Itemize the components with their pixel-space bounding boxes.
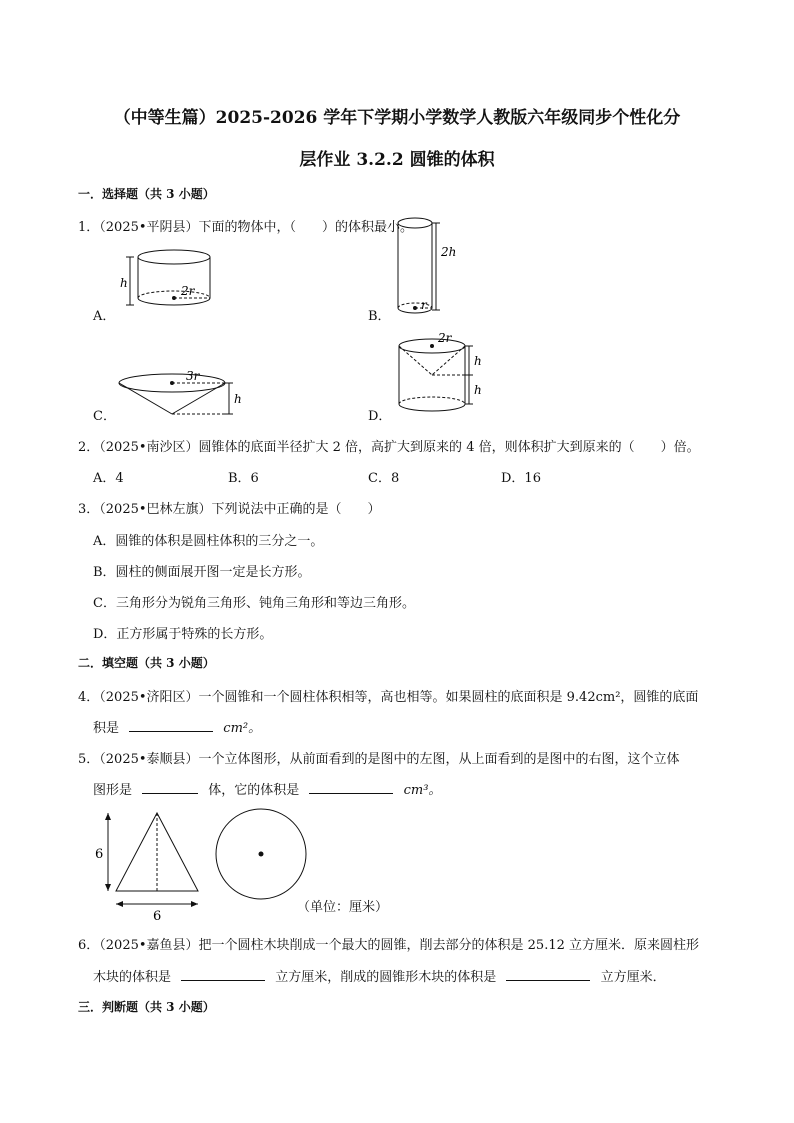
title-line-2: 层作业 3.2.2 圆锥的体积 [299, 150, 495, 170]
q2-option-d[interactable]: D．16 [501, 471, 541, 486]
q1-c-h-label: h [234, 392, 242, 406]
question-6-line-1: 6．（2025•嘉鱼县）把一个圆柱木块削成一个最大的圆锥，削去部分的体积是 25.12 立方厘米．原来圆柱形 [78, 938, 700, 953]
q1-option-b[interactable]: B． [368, 309, 391, 324]
q3-option-d[interactable]: D．正方形属于特殊的长方形。 [93, 627, 273, 642]
q1-option-d[interactable]: D． [368, 409, 392, 424]
q5-height-label: 6 [95, 847, 104, 862]
q6-text-a: 木块的体积是 [93, 970, 172, 985]
q1-d-h2-label: h [474, 383, 482, 397]
q2-option-b[interactable]: B．6 [228, 471, 259, 486]
q5-unit-note: （单位：厘米） [297, 900, 389, 915]
question-5-line-1: 5．（2025•泰顺县）一个立体图形，从前面看到的是图中的左图，从上面看到的是图中的右图，这个立体 [78, 752, 680, 767]
q1-d-h1-label: h [474, 354, 482, 368]
question-1: 1．（2025•平阴县）下面的物体中，（ ）的体积最小。 [78, 220, 414, 235]
q5-text-b: 体，它的体积是 [208, 783, 300, 798]
q2-option-a[interactable]: A．4 [93, 471, 124, 486]
question-2: 2．（2025•南沙区）圆锥体的底面半径扩大 2 倍，高扩大到原来的 4 倍，则体积扩大到原来的（ ）倍。 [78, 440, 700, 455]
q6-text-c: 立方厘米． [600, 970, 666, 985]
q3-option-b[interactable]: B．圆柱的侧面展开图一定是长方形。 [93, 565, 311, 580]
question-4-line-2 [93, 717, 261, 736]
q1-figure-d-cylinder-cone [392, 330, 492, 420]
question-5-line-2 [93, 779, 441, 798]
q1-figure-c-cone [112, 362, 257, 422]
q5-width-label: 6 [153, 909, 162, 923]
q1-a-h-label: h [120, 276, 128, 290]
q1-d-r-label: 2r [438, 331, 452, 345]
q6-text-b: 立方厘米，削成的圆锥形木块的体积是 [275, 970, 497, 985]
q1-b-r-label: r [421, 298, 427, 312]
q1-b-h-label: 2h [441, 245, 457, 259]
q5-text-a: 图形是 [93, 783, 133, 798]
section-judge-heading: 三．判断题（共 3 小题） [78, 1000, 215, 1014]
q4-text-pre: 积是 [93, 721, 120, 736]
q5-text-c: cm³。 [403, 783, 442, 798]
q3-option-c[interactable]: C．三角形分为锐角三角形、钝角三角形和等边三角形。 [93, 596, 415, 611]
question-3: 3．（2025•巴林左旗）下列说法中正确的是（ ） [78, 502, 381, 517]
q6-cylinder-blank[interactable] [181, 968, 265, 981]
section-fill-heading: 二．填空题（共 3 小题） [78, 656, 215, 670]
q6-cone-blank[interactable] [506, 968, 590, 981]
title-line-1: （中等生篇）2025-2026 学年下学期小学数学人教版六年级同步个性化分 [113, 108, 681, 128]
q3-option-a[interactable]: A．圆锥的体积是圆柱体积的三分之一。 [93, 534, 324, 549]
q5-volume-blank[interactable] [309, 781, 393, 794]
q1-option-a[interactable]: A． [93, 309, 116, 324]
q1-a-r-label: 2r [181, 284, 195, 298]
q5-figure [90, 808, 320, 923]
q1-option-c[interactable]: C． [93, 409, 116, 424]
q1-c-r-label: 3r [186, 369, 200, 383]
question-6-line-2 [93, 966, 666, 985]
q4-text-post: cm²。 [223, 721, 262, 736]
q1-figure-a-cylinder [115, 245, 225, 320]
q2-option-c[interactable]: C．8 [368, 471, 400, 486]
section-choice-heading: 一．选择题（共 3 小题） [78, 187, 215, 201]
q1-figure-b-cylinder [385, 213, 465, 321]
q4-answer-blank[interactable] [129, 719, 213, 732]
question-4-line-1: 4．（2025•济阳区）一个圆锥和一个圆柱体积相等，高也相等。如果圆柱的底面积是 9.42cm²，圆锥的底面 [78, 690, 699, 705]
q5-shape-blank[interactable] [142, 781, 198, 794]
